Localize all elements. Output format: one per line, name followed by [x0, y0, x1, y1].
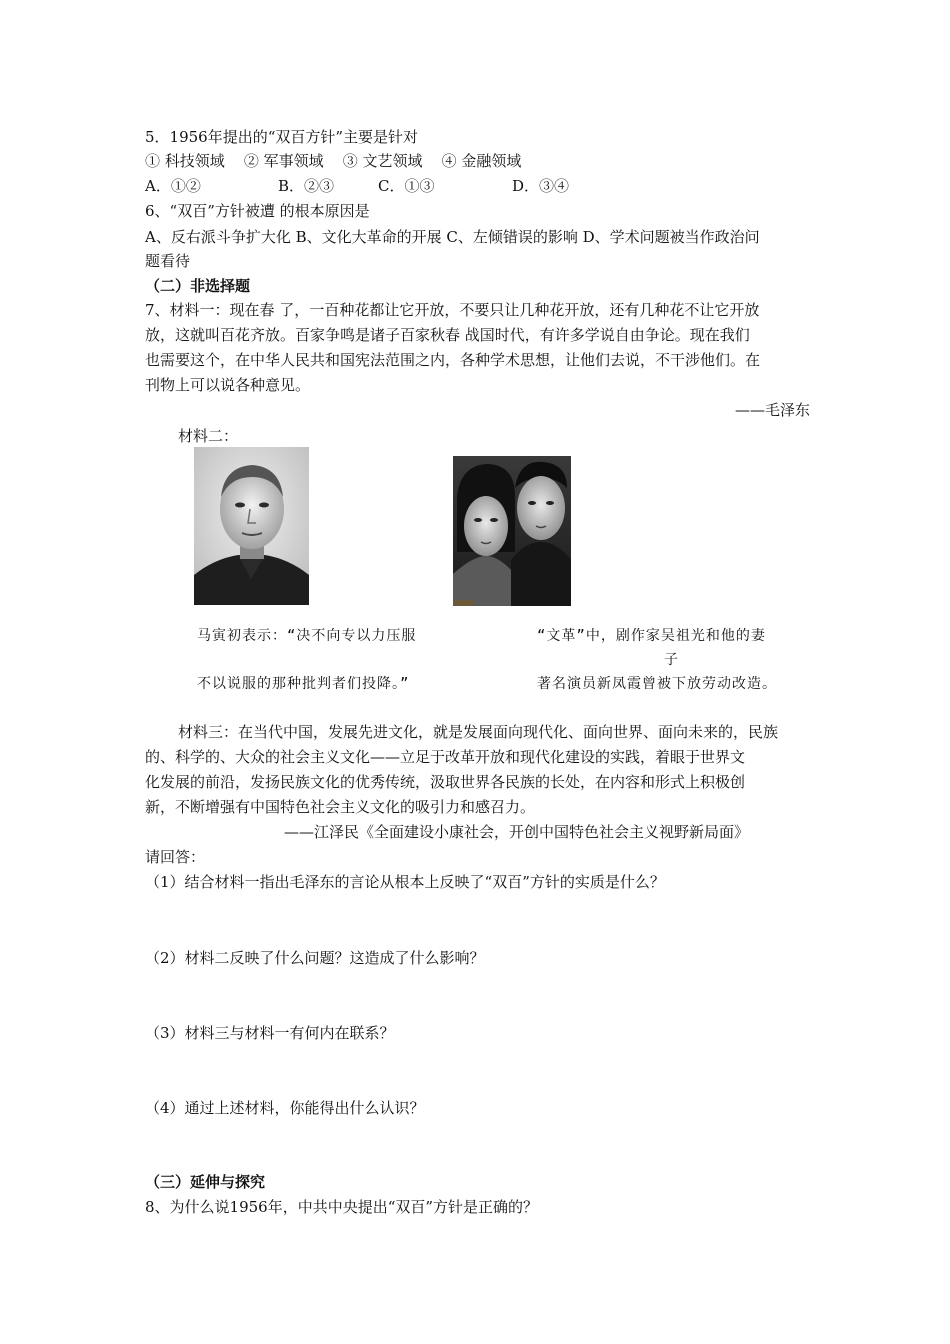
section2-title: （二）非选择题: [145, 277, 251, 295]
q5-stem: 5．1956年提出的“双百方针”主要是针对: [145, 128, 419, 146]
wu-zuguang-couple-photo: [453, 456, 571, 606]
caption-right-line3: 著名演员新凤霞曾被下放劳动改造。: [537, 676, 777, 692]
section3-title: （三）延伸与探究: [145, 1173, 266, 1191]
q5-choice-c: C．①③: [378, 177, 435, 195]
sub-question-3: （3）材料三与材料一有何内在联系？: [145, 1024, 395, 1042]
ma-yinchu-photo: [194, 447, 309, 605]
caption-right-line2: 子: [664, 652, 679, 668]
material1-line2: 放，这就叫百花齐放。百家争鸣是诸子百家秋春 战国时代，有许多学说自由争论。现在我们: [145, 326, 750, 344]
q6-choices-line2: 题看待: [145, 252, 191, 270]
q8-text: 8、为什么说1956年，中共中央提出“双百”方针是正确的？: [145, 1198, 539, 1216]
material3-line3: 化发展的前沿，发扬民族文化的优秀传统，汲取世界各民族的长处，在内容和形式上积极创: [145, 773, 746, 791]
material1-source: ——毛泽东: [734, 401, 810, 419]
sub-question-4: （4）通过上述材料，你能得出什么认识？: [145, 1099, 425, 1117]
answer-prompt: 请回答：: [145, 848, 206, 866]
q5-option-3: ③ 文艺领域: [342, 152, 423, 170]
q6-stem: 6、“双百”方针被遭 的根本原因是: [145, 202, 370, 220]
sub-question-2: （2）材料二反映了什么问题？这造成了什么影响？: [145, 949, 485, 967]
material3-line1: 材料三：在当代中国，发展先进文化，就是发展面向现代化、面向世界、面向未来的，民族: [178, 723, 779, 741]
q5-choice-d: D．③④: [512, 177, 570, 195]
material1-line1: 7、材料一：现在春 了，一百种花都让它开放，不要只让几种花开放，还有几种花不让它开放: [145, 301, 760, 319]
q5-option-4: ④ 金融领域: [441, 152, 522, 170]
material3-line2: 的、科学的、大众的社会主义文化——立足于改革开放和现代化建设的实践，着眼于世界文: [145, 748, 746, 766]
material2-label: 材料二：: [178, 427, 239, 445]
material3-source: ——江泽民《全面建设小康社会，开创中国特色社会主义视野新局面》: [284, 823, 750, 841]
q5-choice-b: B．②③: [278, 177, 335, 195]
caption-left-line1: 马寅初表示：“决不向专以力压服: [197, 628, 417, 644]
caption-right-line1: “文革”中，剧作家吴祖光和他的妻: [537, 628, 766, 644]
material1-line3: 也需要这个，在中华人民共和国宪法范围之内，各种学术思想，让他们去说，不干涉他们。在: [145, 351, 761, 369]
material3-line4: 新，不断增强有中国特色社会主义文化的吸引力和感召力。: [145, 798, 536, 816]
q5-option-1: ① 科技领域: [145, 152, 225, 170]
q5-choice-a: A．①②: [145, 177, 201, 195]
sub-question-1: （1）结合材料一指出毛泽东的言论从根本上反映了“双百”方针的实质是什么？: [145, 873, 665, 891]
caption-left-line2: 不以说服的那种批判者们投降。”: [197, 676, 410, 692]
q5-options: [145, 149, 810, 173]
q6-choices-line1: A、反右派斗争扩大化 B、文化大革命的开展 C、左倾错误的影响 D、学术问题被当作政治问: [145, 228, 760, 246]
q5-option-2: ② 军事领域: [243, 152, 324, 170]
material1-line4: 刊物上可以说各种意见。: [145, 376, 311, 394]
